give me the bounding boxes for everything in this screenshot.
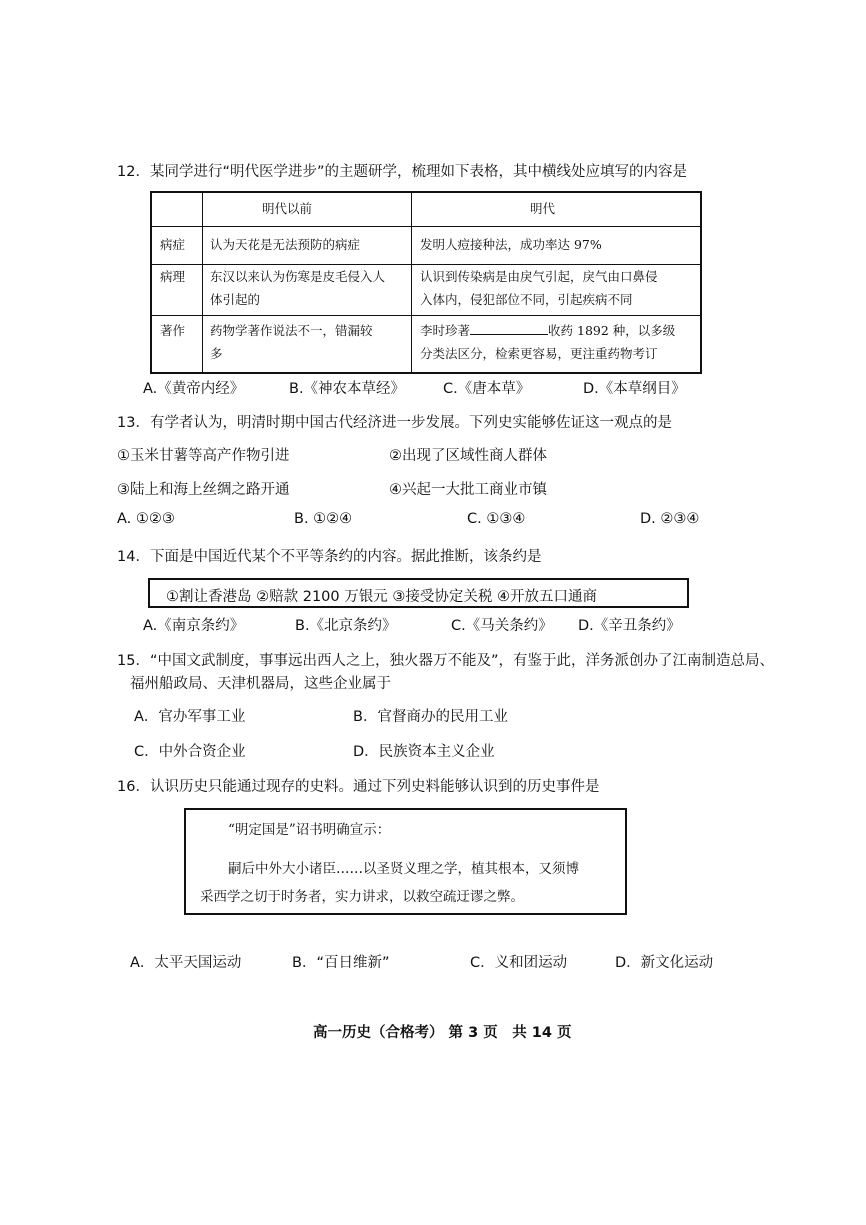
row-symptom-before: 认为天花是无法预防的病症 — [210, 237, 361, 252]
q14-option-c[interactable]: C.《马关条约》 — [451, 618, 553, 634]
q16-source-box — [184, 808, 627, 915]
table-header-before: 明代以前 — [262, 201, 313, 216]
fill-in-blank — [470, 320, 548, 335]
q14-box-text: ①割让香港岛 ②赔款 2100 万银元 ③接受协定关税 ④开放五口通商 — [166, 589, 597, 605]
table-header-ming: 明代 — [530, 201, 556, 216]
row-works-before-1: 药物学著作说法不一，错漏较 — [210, 323, 373, 338]
row-symptom-ming: 发明人痘接种法，成功率达 97% — [420, 237, 602, 252]
q14-option-a[interactable]: A.《南京条约》 — [143, 618, 245, 634]
q12-option-d[interactable]: D.《本草纲目》 — [583, 381, 686, 397]
q15-option-c[interactable]: C．中外合资企业 — [134, 744, 246, 760]
q14-option-d[interactable]: D.《辛丑条约》 — [578, 618, 681, 634]
row-works-ming-1 — [420, 319, 675, 343]
row-label-works: 著作 — [160, 323, 186, 338]
q13-option-d[interactable]: D. ②③④ — [640, 511, 700, 527]
q13-stem: 13．有学者认为，明清时期中国古代经济进一步发展。下列史实能够佐证这一观点的是 — [117, 415, 672, 431]
q16-option-a[interactable]: A．太平天国运动 — [130, 955, 242, 971]
q12-table — [150, 191, 702, 374]
row-pathology-ming-1: 认识到传染病是由戾气引起，戾气由口鼻侵 — [420, 269, 658, 284]
q14-option-b[interactable]: B.《北京条约》 — [295, 618, 397, 634]
q12-option-c[interactable]: C.《唐本草》 — [443, 381, 531, 397]
row-pathology-before-2: 体引起的 — [210, 292, 261, 307]
ming-works-suffix: 收药 1892 种，以多级 — [548, 323, 676, 338]
q14-treaty-box — [148, 578, 689, 608]
q12-option-b[interactable]: B.《神农本草经》 — [289, 381, 406, 397]
q16-stem: 16．认识历史只能通过现存的史料。通过下列史料能够认识到的历史事件是 — [117, 779, 600, 795]
row-label-symptom: 病症 — [160, 237, 186, 252]
ming-works-prefix: 李时珍著 — [420, 323, 471, 338]
row-works-before-2: 多 — [210, 346, 223, 361]
q16-option-d[interactable]: D．新文化运动 — [615, 955, 714, 971]
q15-stem-line1: 15．“中国文武制度，事事远出西人之上，独火器万不能及”，有鉴于此，洋务派创办了江南制造总局、 — [117, 653, 774, 669]
q13-option-b[interactable]: B. ①②④ — [294, 511, 353, 527]
q15-stem-line2: 福州船政局、天津机器局，这些企业属于 — [130, 676, 391, 692]
q15-option-d[interactable]: D．民族资本主义企业 — [353, 744, 495, 760]
q14-stem: 14．下面是中国近代某个不平等条约的内容。据此推断，该条约是 — [117, 549, 542, 565]
row-works-ming-2: 分类法区分，检索更容易，更注重药物考订 — [420, 346, 658, 361]
q16-option-b[interactable]: B．“百日维新” — [292, 955, 390, 971]
q16-box-line1: 嗣后中外大小诸臣……以圣贤义理之学，植其根本，又须博 — [228, 861, 579, 877]
page-footer: 高一历史（合格考） 第 3 页 共 14 页 — [313, 1025, 572, 1041]
q16-box-title: “明定国是”诏书明确宣示： — [228, 822, 391, 838]
row-pathology-ming-2: 入体内，侵犯部位不同，引起疾病不同 — [420, 292, 633, 307]
q13-item-3: ③陆上和海上丝绸之路开通 — [117, 482, 290, 498]
q12-option-a[interactable]: A.《黄帝内经》 — [143, 381, 245, 397]
q13-option-a[interactable]: A. ①②③ — [117, 511, 175, 527]
q13-item-4: ④兴起一大批工商业市镇 — [389, 482, 547, 498]
q13-item-1: ①玉米甘薯等高产作物引进 — [117, 448, 290, 464]
q13-option-c[interactable]: C. ①③④ — [467, 511, 526, 527]
q13-item-2: ②出现了区域性商人群体 — [389, 448, 547, 464]
row-pathology-before-1: 东汉以来认为伤寒是皮毛侵入人 — [210, 269, 386, 284]
q16-option-c[interactable]: C．义和团运动 — [470, 955, 568, 971]
q16-box-line2: 采西学之切于时务者，实力讲求，以救空疏迂谬之弊。 — [200, 889, 524, 905]
q15-option-b[interactable]: B．官督商办的民用工业 — [353, 709, 508, 725]
q15-option-a[interactable]: A．官办军事工业 — [134, 709, 246, 725]
q12-stem: 12．某同学进行“明代医学进步”的主题研学，梳理如下表格，其中横线处应填写的内容是 — [117, 164, 687, 180]
row-label-pathology: 病理 — [160, 269, 186, 284]
